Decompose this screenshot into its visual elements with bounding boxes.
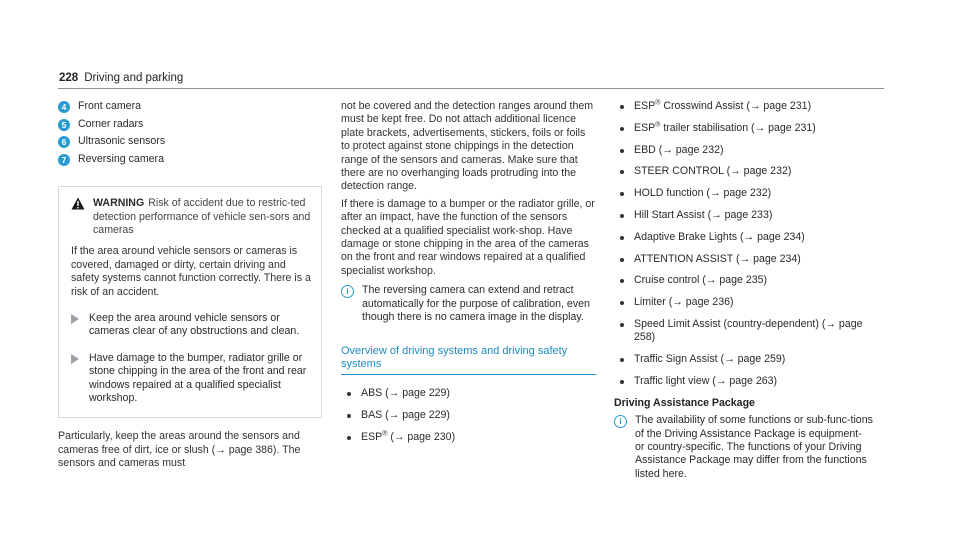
- bullet-dot: [620, 236, 624, 240]
- numbered-legend: [58, 100, 320, 166]
- paragraph: Particularly, keep the areas around the sensors and cameras free of dirt, ice or slush (→ page 386). The sensors and cameras must: [58, 430, 301, 470]
- bullet-content: [634, 253, 801, 266]
- note-text: The availability of some functions or sub-func-tions of the Driving Assistance Package is equipment- or country-specific. The functions of your Driving Assistance Package may differ from the functions listed here.: [635, 414, 873, 480]
- bullet-dot: [620, 358, 624, 362]
- info-icon: i: [341, 285, 354, 298]
- number-badge: 6: [58, 136, 70, 148]
- number-badge: 5: [58, 119, 70, 131]
- bullet-prefix: ESP: [634, 100, 656, 112]
- bullet-dot: [620, 192, 624, 196]
- list-item[interactable]: [614, 187, 874, 200]
- action-text: Have damage to the bumper, radiator grille or stone chipping in the area of the front and rear windows repaired at a qualified specialist workshop.: [89, 351, 307, 405]
- bullet-content: [634, 122, 816, 135]
- warning-title: Risk of accident due to restric-ted detection performance of vehicle sen-sors and cameras: [93, 197, 311, 236]
- list-item: [58, 135, 320, 148]
- bullet-content: [634, 296, 734, 309]
- bullet-content: [634, 187, 771, 200]
- list-item[interactable]: [614, 144, 874, 157]
- legend-text: Reversing camera: [78, 152, 164, 165]
- warning-action: [71, 352, 311, 406]
- warning-triangle-icon: [71, 197, 85, 210]
- bullet-text: BAS (→ page 229): [361, 409, 450, 422]
- list-item[interactable]: [614, 296, 874, 309]
- bullet-dot: [620, 258, 624, 262]
- list-item: [58, 100, 320, 113]
- bullet-dot: [620, 380, 624, 384]
- bullet-text: trailer stabilisation (→ page 231): [660, 121, 816, 134]
- warning-heading-text: [93, 197, 311, 237]
- bullet-content: [634, 165, 791, 178]
- legend-text: Front camera: [78, 100, 141, 112]
- bullet-content: [634, 375, 777, 388]
- list-item[interactable]: [341, 431, 596, 444]
- registered-mark: ®: [655, 121, 661, 129]
- list-item[interactable]: [614, 165, 874, 178]
- bullet-content: [634, 209, 772, 222]
- warning-action: [71, 312, 311, 339]
- paragraph: If there is damage to a bumper or the radiator grille, or after an impact, have the function of the sensors checked at a qualified specialist work-shop. Have damage or stone chipping in the area of the cameras on the front and rear windows repaired at a qualified specialist workshop.: [341, 197, 595, 277]
- bullet-list: [614, 100, 874, 388]
- bullet-dot: [620, 149, 624, 153]
- bullet-dot: [347, 414, 351, 418]
- registered-mark: ®: [655, 99, 661, 107]
- bullet-text: Cruise control (→ page 235): [634, 274, 768, 287]
- bullet-content: [634, 100, 811, 113]
- number-badge: 4: [58, 101, 70, 113]
- bullet-dot: [620, 279, 624, 283]
- bullet-dot: [620, 301, 624, 305]
- list-item[interactable]: [341, 409, 596, 422]
- warning-body: If the area around vehicle sensors or cameras is covered, damaged or dirty, certain driving and safety systems cannot function correctly. There is a risk of an accident.: [71, 245, 311, 298]
- bullet-text: Crosswind Assist (→ page 231): [660, 100, 812, 112]
- bullet-text: Hill Start Assist (→ page 233): [634, 208, 773, 221]
- column-left: [58, 100, 320, 471]
- warning-box: [58, 186, 322, 418]
- page-header: [59, 72, 183, 85]
- list-item[interactable]: [614, 100, 874, 113]
- action-text: Keep the area around vehicle sensors or cameras clear of any obstructions and clean.: [89, 312, 300, 338]
- bullet-content: [634, 318, 874, 345]
- info-icon: i: [614, 415, 627, 428]
- column-right: [614, 100, 874, 481]
- note-text: The reversing camera can extend and retract automatically for the purpose of calibration, even though there is no camera image in the display.: [362, 284, 590, 324]
- legend-text: Ultrasonic sensors: [78, 135, 166, 148]
- registered-mark: ®: [382, 430, 388, 438]
- bullet-content: [634, 274, 767, 287]
- bullet-prefix: ESP: [361, 430, 383, 443]
- list-item[interactable]: [614, 353, 874, 366]
- bullet-text: ABS (→ page 229): [361, 387, 450, 400]
- bullet-list: [341, 387, 596, 444]
- play-arrow-icon: [71, 314, 79, 324]
- list-item: [58, 118, 320, 131]
- bullet-text: Traffic Sign Assist (→ page 259): [634, 353, 786, 366]
- bullet-content: [634, 231, 805, 244]
- list-item[interactable]: [614, 274, 874, 287]
- list-item[interactable]: [614, 209, 874, 222]
- bullet-dot: [620, 105, 624, 109]
- bullet-text: Adaptive Brake Lights (→ page 234): [634, 230, 805, 243]
- list-item: [58, 153, 320, 166]
- bullet-dot: [347, 436, 351, 440]
- bullet-content: [634, 353, 785, 366]
- legend-text: Corner radars: [78, 117, 144, 130]
- bullet-dot: [620, 214, 624, 218]
- list-item[interactable]: [614, 122, 874, 135]
- bullet-dot: [620, 170, 624, 174]
- bullet-text: Speed Limit Assist (country-dependent) (→ page 258): [634, 317, 863, 344]
- number-badge: 7: [58, 154, 70, 166]
- list-item[interactable]: [341, 387, 596, 400]
- bullet-text: Traffic light view (→ page 263): [634, 374, 778, 387]
- subheading: Driving Assistance Package: [614, 396, 755, 409]
- list-item[interactable]: [614, 318, 874, 345]
- bullet-text: HOLD function (→ page 232): [634, 187, 772, 200]
- bullet-text: ATTENTION ASSIST (→ page 234): [634, 252, 801, 265]
- play-arrow-icon: [71, 354, 79, 364]
- warning-label: WARNING: [93, 197, 145, 210]
- warning-heading: [71, 197, 311, 237]
- page-number: 228: [59, 72, 79, 84]
- bullet-content: [634, 144, 724, 157]
- bullet-dot: [620, 323, 624, 327]
- bullet-dot: [620, 127, 624, 131]
- list-item[interactable]: [614, 231, 874, 244]
- bullet-text: STEER CONTROL (→ page 232): [634, 165, 792, 178]
- header-divider: [58, 88, 884, 89]
- list-item[interactable]: [614, 253, 874, 266]
- info-note: [614, 414, 874, 481]
- bullet-text: EBD (→ page 232): [634, 143, 724, 156]
- list-item[interactable]: [614, 375, 874, 388]
- bullet-dot: [347, 392, 351, 396]
- bullet-text: (→ page 230): [387, 430, 456, 443]
- column-middle: [341, 100, 596, 453]
- bullet-prefix: ESP: [634, 121, 656, 134]
- bullet-text: Limiter (→ page 236): [634, 296, 734, 309]
- info-note: [341, 284, 596, 324]
- paragraph: not be covered and the detection ranges around them must be kept free. Do not attach additional licence plate brackets, advertisements, stickers, foils or foils to protect against stone chippings in the detection range of the sensors and cameras. Make sure that there are no overhanging loads protruding into the detection range.: [341, 100, 594, 193]
- chapter-title: Driving and parking: [84, 72, 184, 84]
- section-title: Overview of driving systems and driving safety systems: [341, 345, 596, 376]
